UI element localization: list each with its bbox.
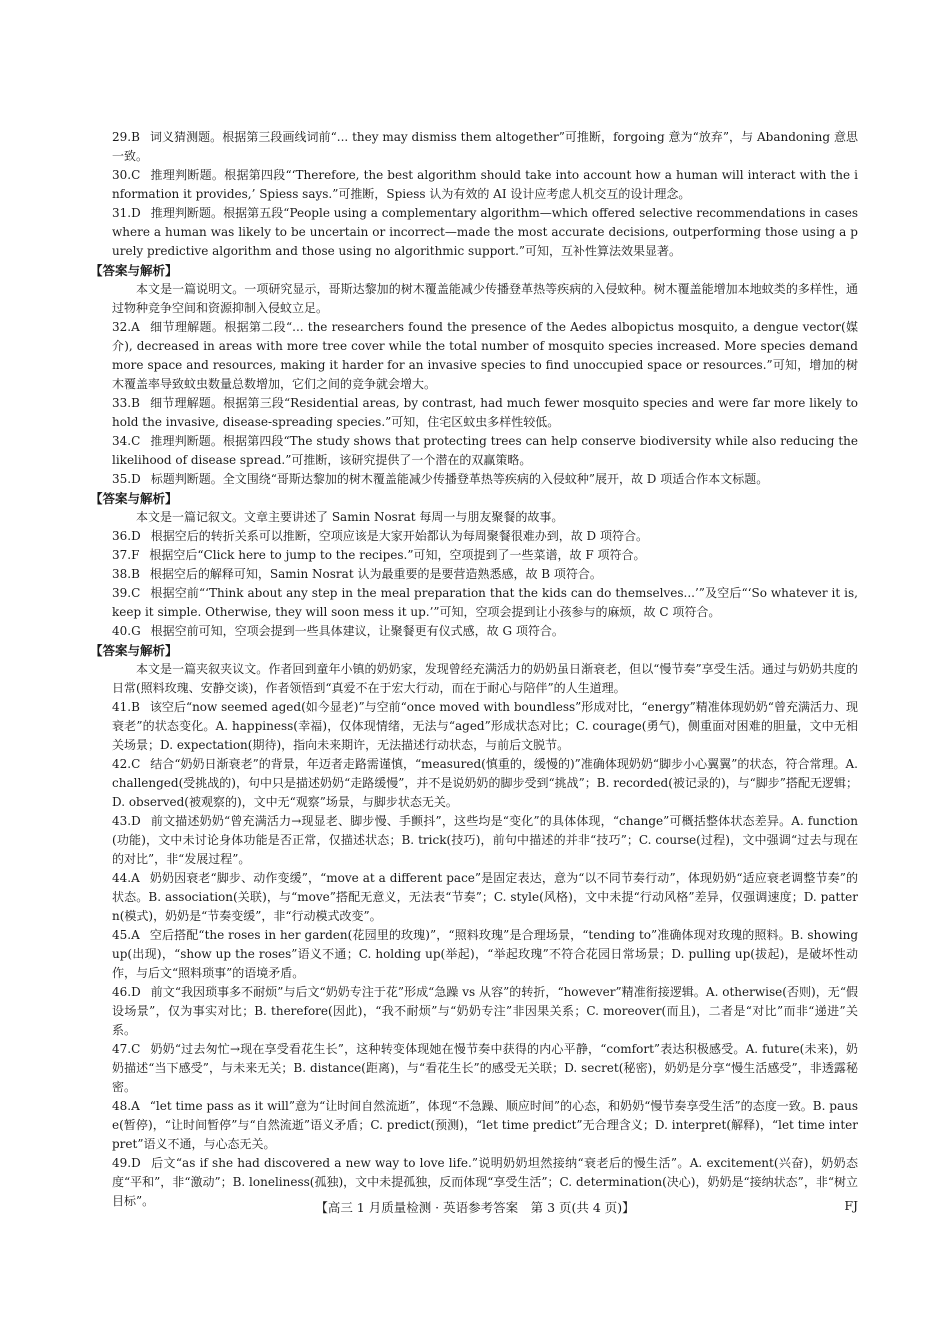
answer-item: 44.A 奶奶因衰老“脚步、动作变缓”，“move at a different pace”是固定表达，意为“以不同节奏行动”，体现奶奶“适应衰老调整节奏”的状态。B. association(关联)，与“move”搭配无意义，无法表“节奏”；C. style(风格)，文中未提“行动风格”差异，仅强调速度；D. pattern(模式)，奶奶是“节奏变缓”，非“行动模式改变”。 xyxy=(112,871,858,923)
answer-item: 40.G 根据空前可知，空项会提到一些具体建议，让聚餐更有仪式感，故 G 项符合。 xyxy=(112,624,564,638)
answer-item: 34.C 推理判断题。根据第四段“The study shows that protecting trees can help conserve biodiversity while also reducing the likelihood of disease spread.”可推断，该研究提供了一个潜在的双赢策略。 xyxy=(112,434,858,467)
answer-item: 32.A 细节理解题。根据第二段“... the researchers found the presence of the Aedes albopictus mosquito, a dengue vector(媒介), decreased in areas with more tree cover while the total number of mosquito species increased. More species demand more space and resources, making it harder for an invasive species to find unoccupied space or resources.”可知，增加的树木覆盖率导致蚊虫数量总数增加，它们之间的竞争就会增大。 xyxy=(112,320,858,391)
section-intro: 本文是一篇记叙文。文章主要讲述了 Samin Nosrat 每周一与朋友聚餐的故事。 xyxy=(136,510,564,524)
page-footer xyxy=(0,1198,950,1216)
answer-item: 39.C 根据空前“‘Think about any step in the meal preparation that the kids can do themselves...’”及空后“‘So whatever it is, keep it simple. Otherwise, they will soon mess it up.’”可知，空项会提到让小孩参与的麻烦，故 C 项符合。 xyxy=(112,586,858,619)
answer-item: 31.D 推理判断题。根据第五段“People using a complementary algorithm—which offered selective recommendations in cases where a human was likely to be uncertain or incorrect—made the most accurate decisions, outperforming those using a purely predictive algorithm and those using no algorithmic support.”可知，互补性算法效果显著。 xyxy=(112,206,858,258)
answer-page xyxy=(90,128,858,1211)
answer-item: 30.C 推理判断题。根据第四段“‘Therefore, the best algorithm should take into account how a human will interact with the information it provides,’ Spiess says.”可推断，Spiess 认为有效的 AI 设计应考虑人机交互的设计理念。 xyxy=(112,168,858,201)
answer-item: 41.B 该空后“now seemed aged(如今显老)”与空前“once moved with boundless”形成对比，“energy”精准体现奶奶“曾充满活力、现衰老”的状态变化。A. happiness(幸福)，仅体现情绪，无法与“aged”形成状态对比；C. courage(勇气)，侧重面对困难的胆量，文中无相关场景；D. expectation(期待)，指向未来期许，无法描述行动状态，与前后文脱节。 xyxy=(112,700,858,752)
section-b xyxy=(90,261,858,489)
answer-item: 33.B 细节理解题。根据第三段“Residential areas, by contrast, had much fewer mosquito species and were far more likely to hold the invasive, disease-spreading species.”可知，住宅区蚊虫多样性较低。 xyxy=(112,396,858,429)
answer-item: 46.D 前文“我因琐事多不耐烦”与后文“奶奶专注于花”形成“急躁 vs 从容”的转折，“however”精准衔接逻辑。A. otherwise(否则)，无“假设场景”，仅为事实对比；B. therefore(因此)，“我不耐烦”与“奶奶专注”非因果关系；C. moreover(而且)，二者是“对比”而非“递进”关系。 xyxy=(112,985,858,1037)
section-heading: 【答案与解析】 xyxy=(90,491,178,506)
answer-item: 38.B 根据空后的解释可知，Samin Nosrat 认为最重要的是要营造熟悉感，故 B 项符合。 xyxy=(112,567,602,581)
items-a xyxy=(112,128,858,261)
footer-text: 【高三 1 月质量检测 · 英语参考答案 第 3 页(共 4 页)】 xyxy=(315,1200,635,1215)
footer-code: FJ xyxy=(844,1198,858,1213)
answer-item: 42.C 结合“奶奶日渐衰老”的背景，年迈者走路需谨慎，“measured(慎重的，缓慢的)”准确体现奶奶“脚步小心翼翼”的状态，符合常理。A. challenged(受挑战的)，句中只是描述奶奶“走路缓慢”，并不是说奶奶的脚步受到“挑战”；B. recorded(被记录的)，与“脚步”搭配无逻辑；D. observed(被观察的)，文中无“观察”场景，与脚步状态无关。 xyxy=(112,757,858,809)
answer-item: 49.D 后文“as if she had discovered a new way to love life.”说明奶奶坦然接纳“衰老后的慢生活”。A. excitement(兴奋)，奶奶态度“平和”，非“激动”；B. loneliness(孤独)，文中未提孤独，反而体现“享受生活”；C. determination(决心)，奶奶是“接纳状态”，非“树立目标”。 xyxy=(112,1156,858,1208)
answer-item: 48.A “let time pass as it will”意为“让时间自然流逝”，体现“不急躁、顺应时间”的心态，和奶奶“慢节奏享受生活”的态度一致。B. pause(暂停)，“让时间暂停”与“自然流逝”语义矛盾；C. predict(预测)，“let time predict”无合理含义；D. interpret(解释)，“let time interpret”语义不通，与心态无关。 xyxy=(112,1099,858,1151)
section-heading: 【答案与解析】 xyxy=(90,643,178,658)
section-intro: 本文是一篇说明文。一项研究显示，哥斯达黎加的树木覆盖能减少传播登革热等疾病的入侵蚊种。树木覆盖能增加本地蚊类的多样性，通过物种竞争空间和资源抑制入侵蚊立足。 xyxy=(112,282,858,315)
section-intro: 本文是一篇夹叙夹议文。作者回到童年小镇的奶奶家，发现曾经充满活力的奶奶虽日渐衰老，但以“慢节奏”享受生活。通过与奶奶共度的日常(照料玫瑰、安静交谈)，作者领悟到“真爱不在于宏大行动，而在于耐心与陪伴”的人生道理。 xyxy=(112,662,858,695)
section-c xyxy=(90,489,858,641)
answer-item: 29.B 词义猜测题。根据第三段画线词前“... they may dismiss them altogether”可推断，forgoing 意为“放弃”，与 Abandoning 意思一致。 xyxy=(112,130,858,163)
section-heading: 【答案与解析】 xyxy=(90,263,178,278)
answer-item: 35.D 标题判断题。全文围绕“哥斯达黎加的树木覆盖能减少传播登革热等疾病的入侵蚊种”展开，故 D 项适合作本文标题。 xyxy=(112,472,769,486)
answer-item: 47.C 奶奶“过去匆忙→现在享受看花生长”，这种转变体现她在慢节奏中获得的内心平静，“comfort”表达积极感受。A. future(未来)，奶奶描述“当下感受”，与未来无关；B. distance(距离)，与“看花生长”的感受无关联；D. secret(秘密)，奶奶是分享“慢生活感受”，非透露秘密。 xyxy=(112,1042,858,1094)
answer-item: 43.D 前文描述奶奶“曾充满活力→现显老、脚步慢、手颤抖”，这些均是“变化”的具体体现，“change”可概括整体状态差异。A. function(功能)，文中未讨论身体功能是否正常，仅描述状态；B. trick(技巧)，前句中描述的并非“技巧”；C. course(过程)，文中强调“过去与现在的对比”，非“发展过程”。 xyxy=(112,814,858,866)
answer-item: 45.A 空后搭配“the roses in her garden(花园里的玫瑰)”，“照料玫瑰”是合理场景，“tending to”准确体现对玫瑰的照料。B. showing up(出现)，“show up the roses”语义不通；C. holding up(举起)，“举起玫瑰”不符合花园日常场景；D. pulling up(拔起)，是破坏性动作，与后文“照料琐事”的语境矛盾。 xyxy=(112,928,858,980)
answer-item: 37.F 根据空后“Click here to jump to the recipes.”可知，空项提到了一些菜谱，故 F 项符合。 xyxy=(112,548,646,562)
section-d xyxy=(90,641,858,1211)
answer-item: 36.D 根据空后的转折关系可以推断，空项应该是大家开始都认为每周聚餐很难办到，故 D 项符合。 xyxy=(112,529,648,543)
